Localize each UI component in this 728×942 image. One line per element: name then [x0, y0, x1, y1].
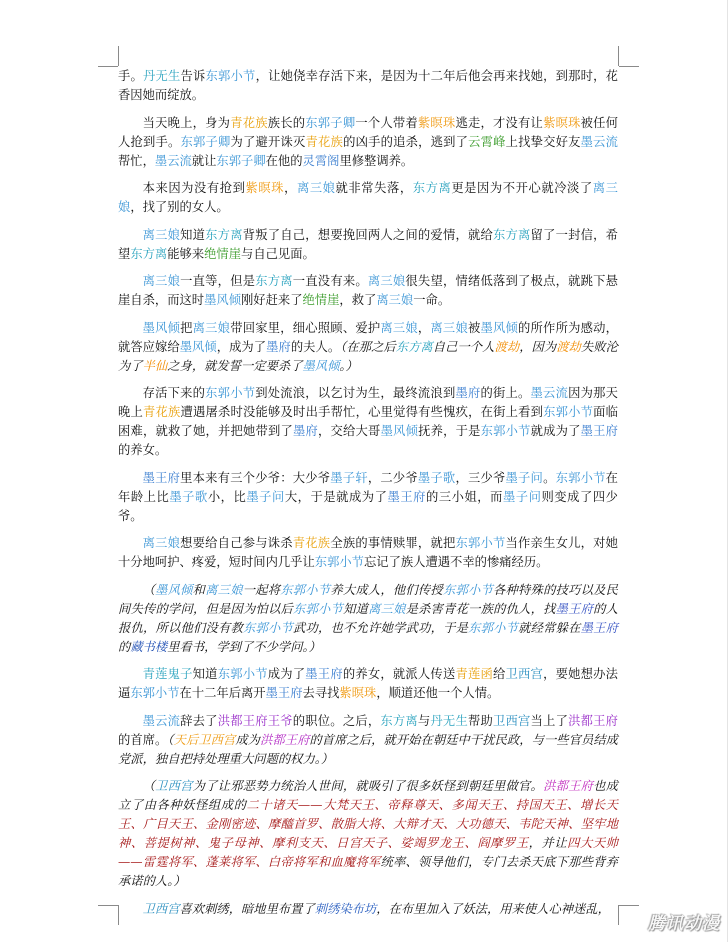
highlighted-term: 半仙 — [142, 358, 168, 373]
highlighted-term: 东郭小节 — [280, 582, 331, 597]
text-run: 当上了 — [530, 713, 569, 728]
highlighted-term: 紫暝珠 — [245, 181, 285, 195]
text-run: 遭遇屠杀时没能够及时出手帮忙，心里觉得有些愧疚，在街上看到 — [180, 405, 544, 419]
text-run: ，因为 — [519, 339, 557, 354]
text-run: ，二少爷 — [367, 470, 418, 485]
text-run: 武功，也不允许她学武功，于是 — [293, 620, 469, 635]
crop-mark-top-right-vertical — [618, 46, 619, 66]
highlighted-term: 墨风倾 — [179, 339, 217, 354]
text-run: 手。 — [118, 69, 144, 83]
highlighted-term: 离三娘 — [192, 320, 231, 335]
text-run: 当作亲生女儿，对她十分地呵护、疼爱，短时间内几乎让 — [118, 536, 618, 569]
highlighted-term: 东郭小节 — [455, 536, 506, 550]
text-run: 带回家里，细心照顾、爱护 — [230, 320, 381, 335]
highlighted-term: 东方离 — [493, 227, 531, 242]
text-run: 养大成人，他们传授 — [330, 582, 443, 597]
highlighted-term: 离三娘 — [142, 536, 181, 550]
highlighted-term: 墨风倾 — [480, 320, 519, 335]
crop-mark-bottom-right-vertical — [618, 905, 619, 925]
highlighted-term: 墨云流 — [530, 386, 569, 400]
paragraph — [118, 712, 618, 769]
text-run: 的首席之后，就开始在朝廷中干扰民政，与一些官员结成党派，独自把持处理重大问题的权力。） — [118, 732, 618, 766]
text-run: 当天晚上，身为 — [142, 115, 231, 130]
highlighted-term: 墨子问 — [505, 470, 544, 485]
crop-mark-top-right-horizontal — [619, 66, 639, 67]
text-run: 忘记了族人遭遇不幸的惨痛经历。 — [363, 555, 549, 569]
text-run: 自己一个人 — [432, 339, 495, 354]
text-run: ，顺道还他一个人情。 — [376, 686, 500, 700]
paragraph — [118, 469, 618, 526]
text-run: 与 — [417, 713, 431, 728]
highlighted-term: 紫暝珠 — [339, 686, 377, 700]
text-run: 刚好赶来了 — [241, 293, 303, 307]
text-run: 一个人带着 — [355, 115, 418, 130]
text-run: 的 — [118, 639, 131, 654]
paragraph — [118, 384, 618, 460]
highlighted-term: 绝情崖 — [204, 246, 242, 261]
highlighted-term: 卫西宫 — [155, 779, 193, 793]
highlighted-term: 离三娘 — [430, 320, 468, 335]
paragraph — [118, 67, 618, 105]
text-run: 能够来 — [167, 246, 205, 261]
text-run: 到处流浪，以乞讨为生，最终流浪到 — [255, 386, 456, 400]
text-run: 知道 — [343, 601, 369, 616]
text-run: ，让她侥幸存活下来，是因为十二年后他会再来找她，到那时，花香因她而绽放。 — [118, 69, 618, 102]
text-run: 就经常躲在 — [518, 620, 581, 635]
highlighted-term: 墨云流 — [142, 713, 181, 728]
highlighted-term: 墨王府 — [142, 470, 181, 485]
text-run: 本来因为没有抢到 — [142, 181, 246, 195]
text-run: 也成立了由各种妖怪组成的 — [118, 779, 618, 812]
highlighted-term: 青花族 — [230, 115, 268, 130]
highlighted-term: 灵霄阁 — [302, 153, 340, 168]
text-run: 去寻找 — [302, 686, 340, 700]
highlighted-term: 绝情崖 — [302, 293, 340, 307]
paragraph — [118, 226, 618, 264]
text-run: 告诉 — [180, 69, 206, 83]
crop-mark-top-left-horizontal — [98, 66, 118, 67]
highlighted-term: 洪都王府 — [260, 732, 310, 747]
highlighted-term: 云霄峰 — [468, 134, 506, 149]
highlighted-term: 东郭小节 — [205, 386, 256, 400]
paragraph — [118, 114, 618, 171]
highlighted-term: 渡劫 — [556, 339, 581, 354]
text-run: 就让 — [191, 153, 217, 168]
text-run: ，成为了 — [216, 339, 267, 354]
highlighted-term: 离三娘 — [142, 274, 181, 288]
text-run: 想要给自己参与诛杀 — [180, 536, 293, 550]
highlighted-term: 东郭小节 — [543, 405, 594, 419]
highlighted-term: 离三娘 — [142, 227, 181, 242]
highlighted-term: 东郭小节 — [243, 620, 294, 635]
text-run: 是杀害青花一族的仇人，找 — [405, 601, 556, 616]
text-run: 喜欢刺绣，暗地里布置了 — [179, 901, 315, 916]
highlighted-term: 墨王府 — [265, 686, 303, 700]
text-run: 辞去了 — [180, 713, 218, 728]
highlighted-term: 东郭子卿 — [305, 115, 356, 130]
text-run: 在年龄上比 — [118, 470, 618, 504]
text-run: ， — [417, 320, 431, 335]
text-run: 的所作所为感动，就答应嫁给 — [118, 320, 618, 354]
paragraph — [118, 900, 618, 919]
highlighted-term: 墨云流 — [154, 153, 192, 168]
highlighted-term: 墨子轩 — [330, 470, 368, 485]
highlighted-term: 东郭小节 — [480, 424, 531, 438]
highlighted-term: 紫暝珠 — [417, 115, 456, 130]
text-run: ，找了别的女人。 — [130, 200, 229, 214]
highlighted-term: 东郭小节 — [314, 555, 364, 569]
highlighted-term: 墨子问 — [502, 489, 542, 504]
text-run: 成为了 — [267, 667, 306, 681]
text-run: 给 — [493, 667, 506, 681]
text-run: 统率、领导他们，专门去杀天底下那些背弃承诺的人。） — [118, 855, 618, 888]
highlighted-term: 墨王府 — [580, 620, 618, 635]
highlighted-term: 离三娘 — [205, 582, 243, 597]
text-run: 的夫人。 — [290, 339, 341, 354]
text-run: 知道 — [180, 227, 206, 242]
text-run: 各种特殊的技巧以及民间失传的学问，但是因为怕以后 — [118, 582, 618, 616]
text-run: 的人报仇，所以他们没有教 — [118, 601, 618, 635]
highlighted-term: 青花族 — [305, 134, 344, 149]
highlighted-term: 东方离 — [130, 246, 168, 261]
text-run: 因为那天晚上 — [118, 386, 618, 419]
text-run: 的凶手的追杀，逃到了 — [343, 134, 469, 149]
text-run: 背叛了自己，想要挽回两人之间的爱情，就给 — [242, 227, 493, 242]
highlighted-term: 丹无生 — [430, 713, 468, 728]
highlighted-term: 东郭小节 — [468, 620, 519, 635]
highlighted-term: 东方离 — [205, 227, 243, 242]
text-run: 被 — [467, 320, 481, 335]
text-run: ，救了 — [339, 293, 377, 307]
text-run: ，三少爷 — [455, 470, 506, 485]
text-run: 面临困难，就救了她，并把她带到了 — [118, 405, 618, 438]
text-run: （ — [142, 779, 156, 793]
highlighted-term: 离三娘 — [367, 274, 406, 288]
highlighted-term: 青莲鬼子 — [142, 667, 193, 681]
highlighted-term: 墨王府 — [387, 489, 426, 504]
text-run: 里看书，学到了不少学问。） — [167, 639, 321, 654]
highlighted-term: 东郭小节 — [130, 686, 180, 700]
text-run: ，要她想办法逼 — [118, 667, 618, 700]
highlighted-term: 东郭小节 — [217, 667, 268, 681]
text-run: 与自己见面。 — [241, 246, 315, 261]
highlighted-term: 墨云流 — [580, 134, 618, 149]
highlighted-term: 墨风倾 — [380, 424, 419, 438]
highlighted-term: 丹无生 — [143, 69, 181, 83]
text-run: 族长的 — [267, 115, 306, 130]
text-run: 就成为了 — [530, 424, 581, 438]
document-body — [118, 67, 618, 927]
text-run: 更是因为不开心就冷淡了 — [451, 181, 593, 195]
text-run: 为了让邪恶势力统治人世间，就吸引了很多妖怪到朝廷里做官。 — [192, 779, 544, 793]
text-run: （ — [142, 582, 156, 597]
tencent-comic-watermark-logo: 腾讯动漫 — [648, 914, 720, 934]
text-run: 则变成了四少爷。 — [118, 489, 618, 523]
paragraph — [118, 179, 618, 217]
text-run: 在十二年后离开 — [179, 686, 266, 700]
highlighted-term: 墨子歌 — [417, 470, 456, 485]
highlighted-term: 东郭小节 — [555, 470, 606, 485]
text-run: 被任何人抢到手。 — [118, 115, 618, 149]
highlighted-term: 墨风倾 — [204, 293, 241, 307]
highlighted-term: 卫西宫 — [505, 667, 544, 681]
highlighted-term: 墨府 — [293, 424, 319, 438]
highlighted-term: 东方离 — [255, 274, 293, 288]
highlighted-term: 东郭子卿 — [180, 134, 231, 149]
highlighted-term: 青莲函 — [455, 667, 494, 681]
highlighted-term: 藏书楼 — [130, 639, 168, 654]
paragraph — [118, 534, 618, 572]
text-run: 小，比 — [207, 489, 247, 504]
text-run: （在那之后 — [340, 339, 396, 354]
text-run: 的职位。之后， — [292, 713, 381, 728]
text-run: 上找挚交好友 — [505, 134, 581, 149]
text-run: 的街上。 — [480, 386, 531, 400]
highlighted-term: 墨府 — [455, 386, 481, 400]
highlighted-term: 离三娘 — [368, 601, 406, 616]
highlighted-term: 天后卫西宫 — [173, 732, 236, 747]
text-run: 一直等，但是 — [180, 274, 256, 288]
text-run: 。 — [543, 470, 556, 485]
text-run: ，并让 — [528, 836, 568, 850]
highlighted-term: 卫西宫 — [142, 901, 180, 916]
highlighted-term: 墨子问 — [246, 489, 285, 504]
text-run: ，交给大哥 — [318, 424, 381, 438]
text-run: 逃走，才没有让 — [455, 115, 544, 130]
paragraph — [118, 319, 618, 376]
text-run: 一起将 — [242, 582, 281, 597]
highlighted-term: 东郭小节 — [293, 601, 344, 616]
text-run: 一直没有来。 — [292, 274, 368, 288]
highlighted-term: 离三娘 — [296, 181, 336, 195]
highlighted-term: 紫暝珠 — [543, 115, 581, 130]
text-run: 帮助 — [467, 713, 493, 728]
highlighted-term: 墨风倾 — [142, 320, 181, 335]
text-run: 里修整调养。 — [339, 153, 414, 168]
highlighted-term: 刺绣染布坊 — [314, 901, 377, 916]
paragraph — [118, 665, 618, 703]
highlighted-term: 墨风倾 — [155, 582, 193, 597]
text-run: （ — [167, 732, 174, 747]
crop-mark-bottom-right-horizontal — [619, 905, 639, 906]
text-run: 的三小姐，而 — [425, 489, 503, 504]
highlighted-term: 东郭小节 — [205, 69, 256, 83]
crop-mark-top-left-vertical — [118, 46, 119, 66]
highlighted-term: 东方离 — [395, 339, 433, 354]
highlighted-term: 洪都王府 — [543, 779, 594, 793]
text-run: 。） — [339, 358, 358, 373]
highlighted-term: 青花族 — [292, 536, 331, 550]
text-run: 的养女。 — [118, 443, 168, 457]
text-run: 的养女，就派人传送 — [342, 667, 456, 681]
highlighted-term: 二十诸天——大梵天王、帝释尊天、多闻天王、持国天王、增长天王、广目天王、金刚密迹、摩醯首罗、散脂大将、大辩才天、大功德天、韦陀天神、坚牢地神、菩提树神、鬼子母神、摩利支天、日宫天子、娑竭罗龙王、阎摩罗王 — [118, 798, 618, 850]
highlighted-term: 渡劫 — [494, 339, 520, 354]
crop-mark-bottom-left-horizontal — [98, 905, 118, 906]
text-run: 里本来有三个少爷：大少爷 — [180, 470, 331, 485]
highlighted-term: 墨子歌 — [169, 489, 208, 504]
highlighted-term: 墨府 — [266, 339, 291, 354]
text-run: 很失望，情绪低落到了极点，就跳下悬崖自杀，而这时 — [118, 274, 618, 307]
text-run: 帮忙， — [118, 153, 155, 168]
text-run: 把 — [180, 320, 193, 335]
paragraph — [118, 272, 618, 310]
text-run: 全族的事情赎罪，就把 — [330, 536, 456, 550]
highlighted-term: 离三娘 — [376, 293, 414, 307]
text-run: 存活下来的 — [142, 386, 206, 400]
text-run: ，在布里加入了妖法，用来使人心神迷乱， — [376, 901, 610, 916]
text-run: 失败沦为了 — [118, 339, 618, 373]
paragraph — [118, 581, 618, 657]
highlighted-term: 东郭小节 — [442, 582, 494, 597]
text-run: 成为 — [235, 732, 261, 747]
highlighted-term: 墨王府 — [555, 601, 594, 616]
text-run: 的首席。 — [118, 732, 168, 747]
highlighted-term: 洪都王府王爷 — [217, 713, 293, 728]
highlighted-term: 离三娘 — [380, 320, 418, 335]
highlighted-term: 东方离 — [412, 181, 452, 195]
highlighted-term: 青花族 — [143, 405, 181, 419]
highlighted-term: 离三娘 — [118, 181, 618, 214]
paragraph — [118, 777, 618, 891]
text-run: 在他的 — [265, 153, 303, 168]
text-run: 知道 — [192, 667, 218, 681]
text-run: ， — [284, 181, 297, 195]
text-run: 之身，就发誓一定要杀了 — [167, 358, 303, 373]
text-run: 为了避开诛灭 — [230, 134, 306, 149]
highlighted-term: 墨风倾 — [302, 358, 340, 373]
text-run: 抚养，于是 — [418, 424, 481, 438]
highlighted-term: 洪都王府 — [568, 713, 618, 728]
highlighted-term: 东方离 — [380, 713, 418, 728]
text-run: 就非常失落， — [335, 181, 413, 195]
text-run: 留了一封信，希望 — [118, 227, 618, 261]
highlighted-term: 东郭子卿 — [216, 153, 266, 168]
highlighted-term: 墨王府 — [305, 667, 343, 681]
highlighted-term: 卫西宫 — [493, 713, 531, 728]
text-run: 大，于是就成为了 — [284, 489, 388, 504]
text-run: 和 — [192, 582, 206, 597]
highlighted-term: 墨王府 — [580, 424, 618, 438]
highlighted-term: 四大天帅——雷霆将军、蓬莱将军、白帝将军和血魔将军 — [118, 836, 618, 869]
text-run: 一命。 — [413, 293, 451, 307]
